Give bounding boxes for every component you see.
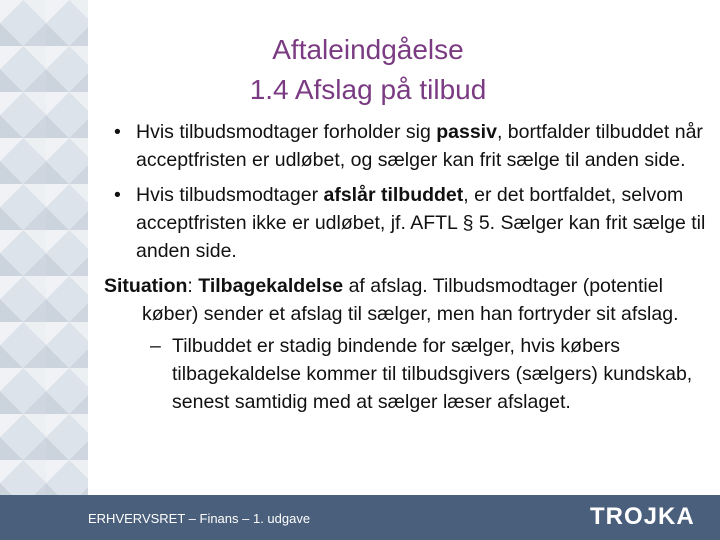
- slide-title: [88, 30, 648, 110]
- bullet-text-post: , er det bortfaldet, selvom acceptfristen ikke er udløbet, jf. AFTL § 5. Sælger kan frit sælge til anden side.: [136, 184, 706, 262]
- sub-bullet: [110, 332, 710, 416]
- sub-bullet-text: Tilbuddet er stadig bindende for sælger, hvis købers tilbagekaldelse kommer til tilbudsgivers (sælgers) kundskab, senest samtidig med at sælger læser afslaget.: [172, 335, 693, 413]
- situation-bold: Tilbagekaldelse: [198, 275, 344, 297]
- bullet-text-bold: passiv: [436, 121, 497, 143]
- bullet-rejection: [110, 181, 710, 265]
- bullet-mark: •: [114, 121, 121, 143]
- bullet-passive: [110, 118, 710, 174]
- title-line-2: 1.4 Afslag på tilbud: [249, 74, 487, 105]
- situation-text: af afslag. Tilbudsmodtager (potentiel køber) sender et afslag til sælger, men han fortryder sit afslag.: [142, 275, 679, 325]
- bullet-text-pre: Hvis tilbudsmodtager forholder sig: [136, 121, 437, 143]
- situation-colon: :: [187, 275, 199, 297]
- bullet-text-bold: afslår tilbuddet: [323, 184, 464, 206]
- slide-body: [104, 118, 710, 416]
- trojka-logo: TROJKA: [590, 503, 695, 530]
- dash-mark: –: [150, 335, 161, 357]
- decorative-side-pattern: [0, 0, 92, 540]
- title-line-1: Aftaleindgåelse: [272, 34, 464, 65]
- situation-paragraph: [104, 272, 710, 328]
- bullet-text-post: , bortfalder tilbuddet når acceptfristen er udløbet, og sælger kan frit sælge til anden side.: [136, 121, 703, 171]
- bullet-text-pre: Hvis tilbudsmodtager: [136, 184, 324, 206]
- bullet-mark: •: [114, 184, 121, 206]
- footer-caption: ERHVERVSRET – Finans – 1. udgave: [88, 511, 311, 526]
- situation-label: Situation: [104, 275, 188, 297]
